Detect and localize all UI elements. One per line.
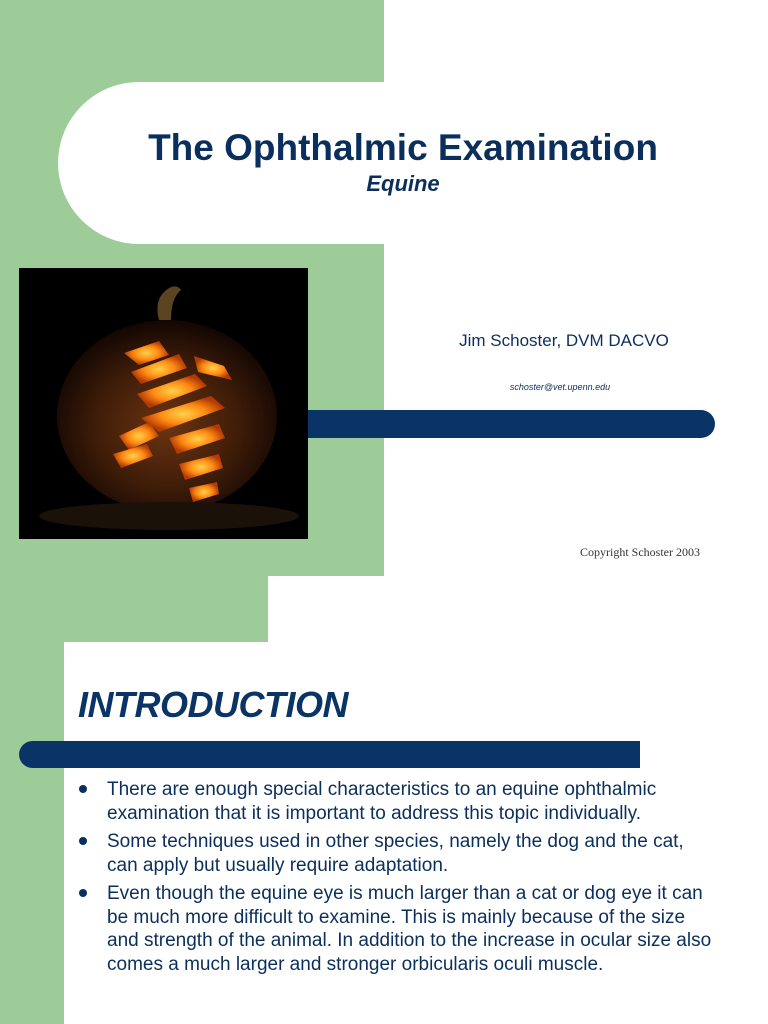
list-item <box>78 882 718 976</box>
bullet-text: Some techniques used in other species, namely the dog and the cat, can apply but usually require adaptation. <box>107 831 684 876</box>
bullet-text: There are enough special characteristics to an equine ophthalmic examination that it is important to address this topic individually. <box>107 779 657 824</box>
bullet-icon <box>79 837 87 845</box>
slide2-accent-bar <box>19 741 640 768</box>
slide-title: The Ophthalmic Examination <box>148 127 658 168</box>
bullet-list <box>78 778 718 981</box>
list-item <box>78 778 718 825</box>
list-item <box>78 830 718 877</box>
section-heading: INTRODUCTION <box>78 684 348 725</box>
author-name: Jim Schoster, DVM DACVO <box>459 331 669 350</box>
copyright-notice: Copyright Schoster 2003 <box>580 545 700 559</box>
slide1-accent-bar <box>308 410 715 438</box>
bullet-icon <box>79 785 87 793</box>
bullet-icon <box>79 889 87 897</box>
slide2-green-strip <box>0 642 64 1024</box>
slide-subtitle: Equine <box>366 171 440 196</box>
pumpkin-photo <box>19 268 308 539</box>
slide-divider-green <box>0 576 268 642</box>
bullet-text: Even though the equine eye is much larger than a cat or dog eye it can be much more difficult to examine. This is mainly because of the size and strength of the animal. In addition to the increase in ocular size also comes a much larger and stronger orbicularis oculi muscle. <box>107 883 712 975</box>
pumpkin-zebra-image <box>19 268 308 539</box>
author-email: schoster@vet.upenn.edu <box>509 382 611 392</box>
